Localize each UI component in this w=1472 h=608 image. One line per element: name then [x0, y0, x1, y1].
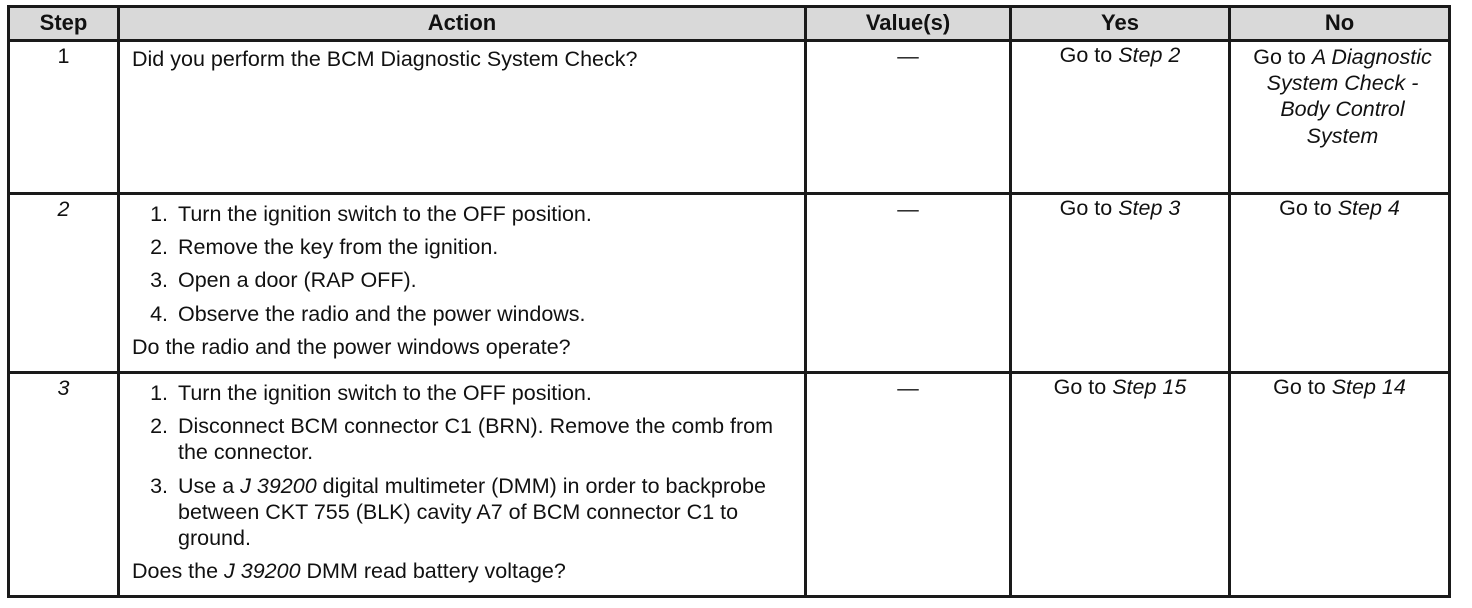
yes-prefix: Go to: [1053, 375, 1113, 399]
table-row: [9, 41, 1450, 194]
action-question: Did you perform the BCM Diagnostic System Check?: [132, 47, 638, 71]
instruction-list: [132, 201, 794, 327]
diagnostic-table: [7, 5, 1451, 598]
yes-step-link[interactable]: Step 3: [1118, 196, 1181, 220]
list-item: 2. Disconnect BCM connector C1 (BRN). Remove the comb from the connector.: [150, 414, 774, 465]
action-question: Does the J 39200 DMM read battery voltage?: [132, 559, 566, 584]
table-row: [9, 194, 1450, 373]
yes-cell: [1011, 373, 1230, 597]
list-item: 4. Observe the radio and the power windows.: [150, 301, 586, 326]
no-prefix: Go to: [1279, 196, 1338, 220]
no-step-link[interactable]: Step 4: [1337, 196, 1400, 220]
no-prefix: Go to: [1253, 45, 1312, 69]
list-item: 1. Turn the ignition switch to the OFF position.: [150, 202, 592, 226]
no-cell: [1230, 194, 1450, 373]
action-cell: [119, 194, 806, 373]
list-item: 2. Remove the key from the ignition.: [150, 235, 499, 260]
value-cell: —: [806, 41, 1011, 194]
yes-cell: [1011, 41, 1230, 194]
action-cell: [119, 41, 806, 194]
list-item: 1. Turn the ignition switch to the OFF position.: [150, 381, 592, 405]
yes-prefix: Go to: [1059, 43, 1119, 67]
no-cell: [1230, 41, 1450, 194]
action-cell: [119, 373, 806, 597]
value-cell: —: [806, 194, 1011, 373]
action-question: Do the radio and the power windows operate?: [132, 334, 571, 359]
tool-reference: J 39200: [240, 473, 317, 498]
yes-step-link[interactable]: Step 15: [1112, 375, 1187, 399]
tool-reference: J 39200: [224, 559, 301, 584]
no-step-link[interactable]: A Diagnostic System Check - Body Control System: [1266, 45, 1432, 148]
header-step: Step: [9, 7, 119, 41]
yes-step-link[interactable]: Step 2: [1118, 43, 1181, 67]
no-cell: [1230, 373, 1450, 597]
instruction-list: [132, 380, 794, 551]
value-cell: —: [806, 373, 1011, 597]
header-values: Value(s): [806, 7, 1011, 41]
yes-cell: [1011, 194, 1230, 373]
header-row: [9, 7, 1450, 41]
header-no: No: [1230, 7, 1450, 41]
header-action: Action: [119, 7, 806, 41]
list-item: 3. Open a door (RAP OFF).: [150, 268, 417, 293]
step-number: 2: [9, 194, 119, 373]
header-yes: Yes: [1011, 7, 1230, 41]
step-number: 1: [9, 41, 119, 194]
no-step-link[interactable]: Step 14: [1331, 375, 1406, 399]
step-number: 3: [9, 373, 119, 597]
list-item: 3. Use a J 39200 digital multimeter (DMM) in order to backprobe between CKT 755 (BLK) cavity A7 of BCM connector C1 to ground.: [150, 473, 766, 551]
no-prefix: Go to: [1273, 375, 1332, 399]
table-row: [9, 373, 1450, 597]
yes-prefix: Go to: [1059, 196, 1119, 220]
